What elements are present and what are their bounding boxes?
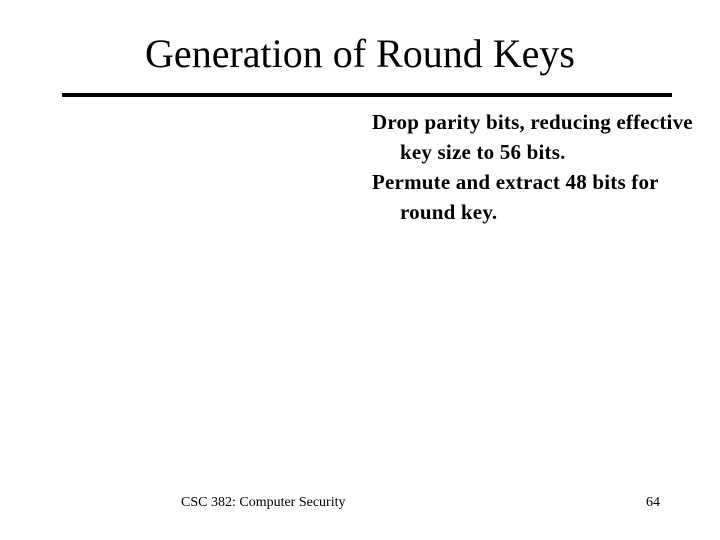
footer-course: CSC 382: Computer Security: [181, 495, 346, 510]
bullet-item: Drop parity bits, reducing effective key size to 56 bits.: [372, 110, 693, 164]
title-underline: [62, 93, 672, 97]
bullet-item: Permute and extract 48 bits for round key.: [372, 170, 659, 224]
footer-page-number: 64: [646, 495, 660, 510]
slide-title: Generation of Round Keys: [145, 31, 575, 76]
bullet-list: [372, 107, 702, 227]
